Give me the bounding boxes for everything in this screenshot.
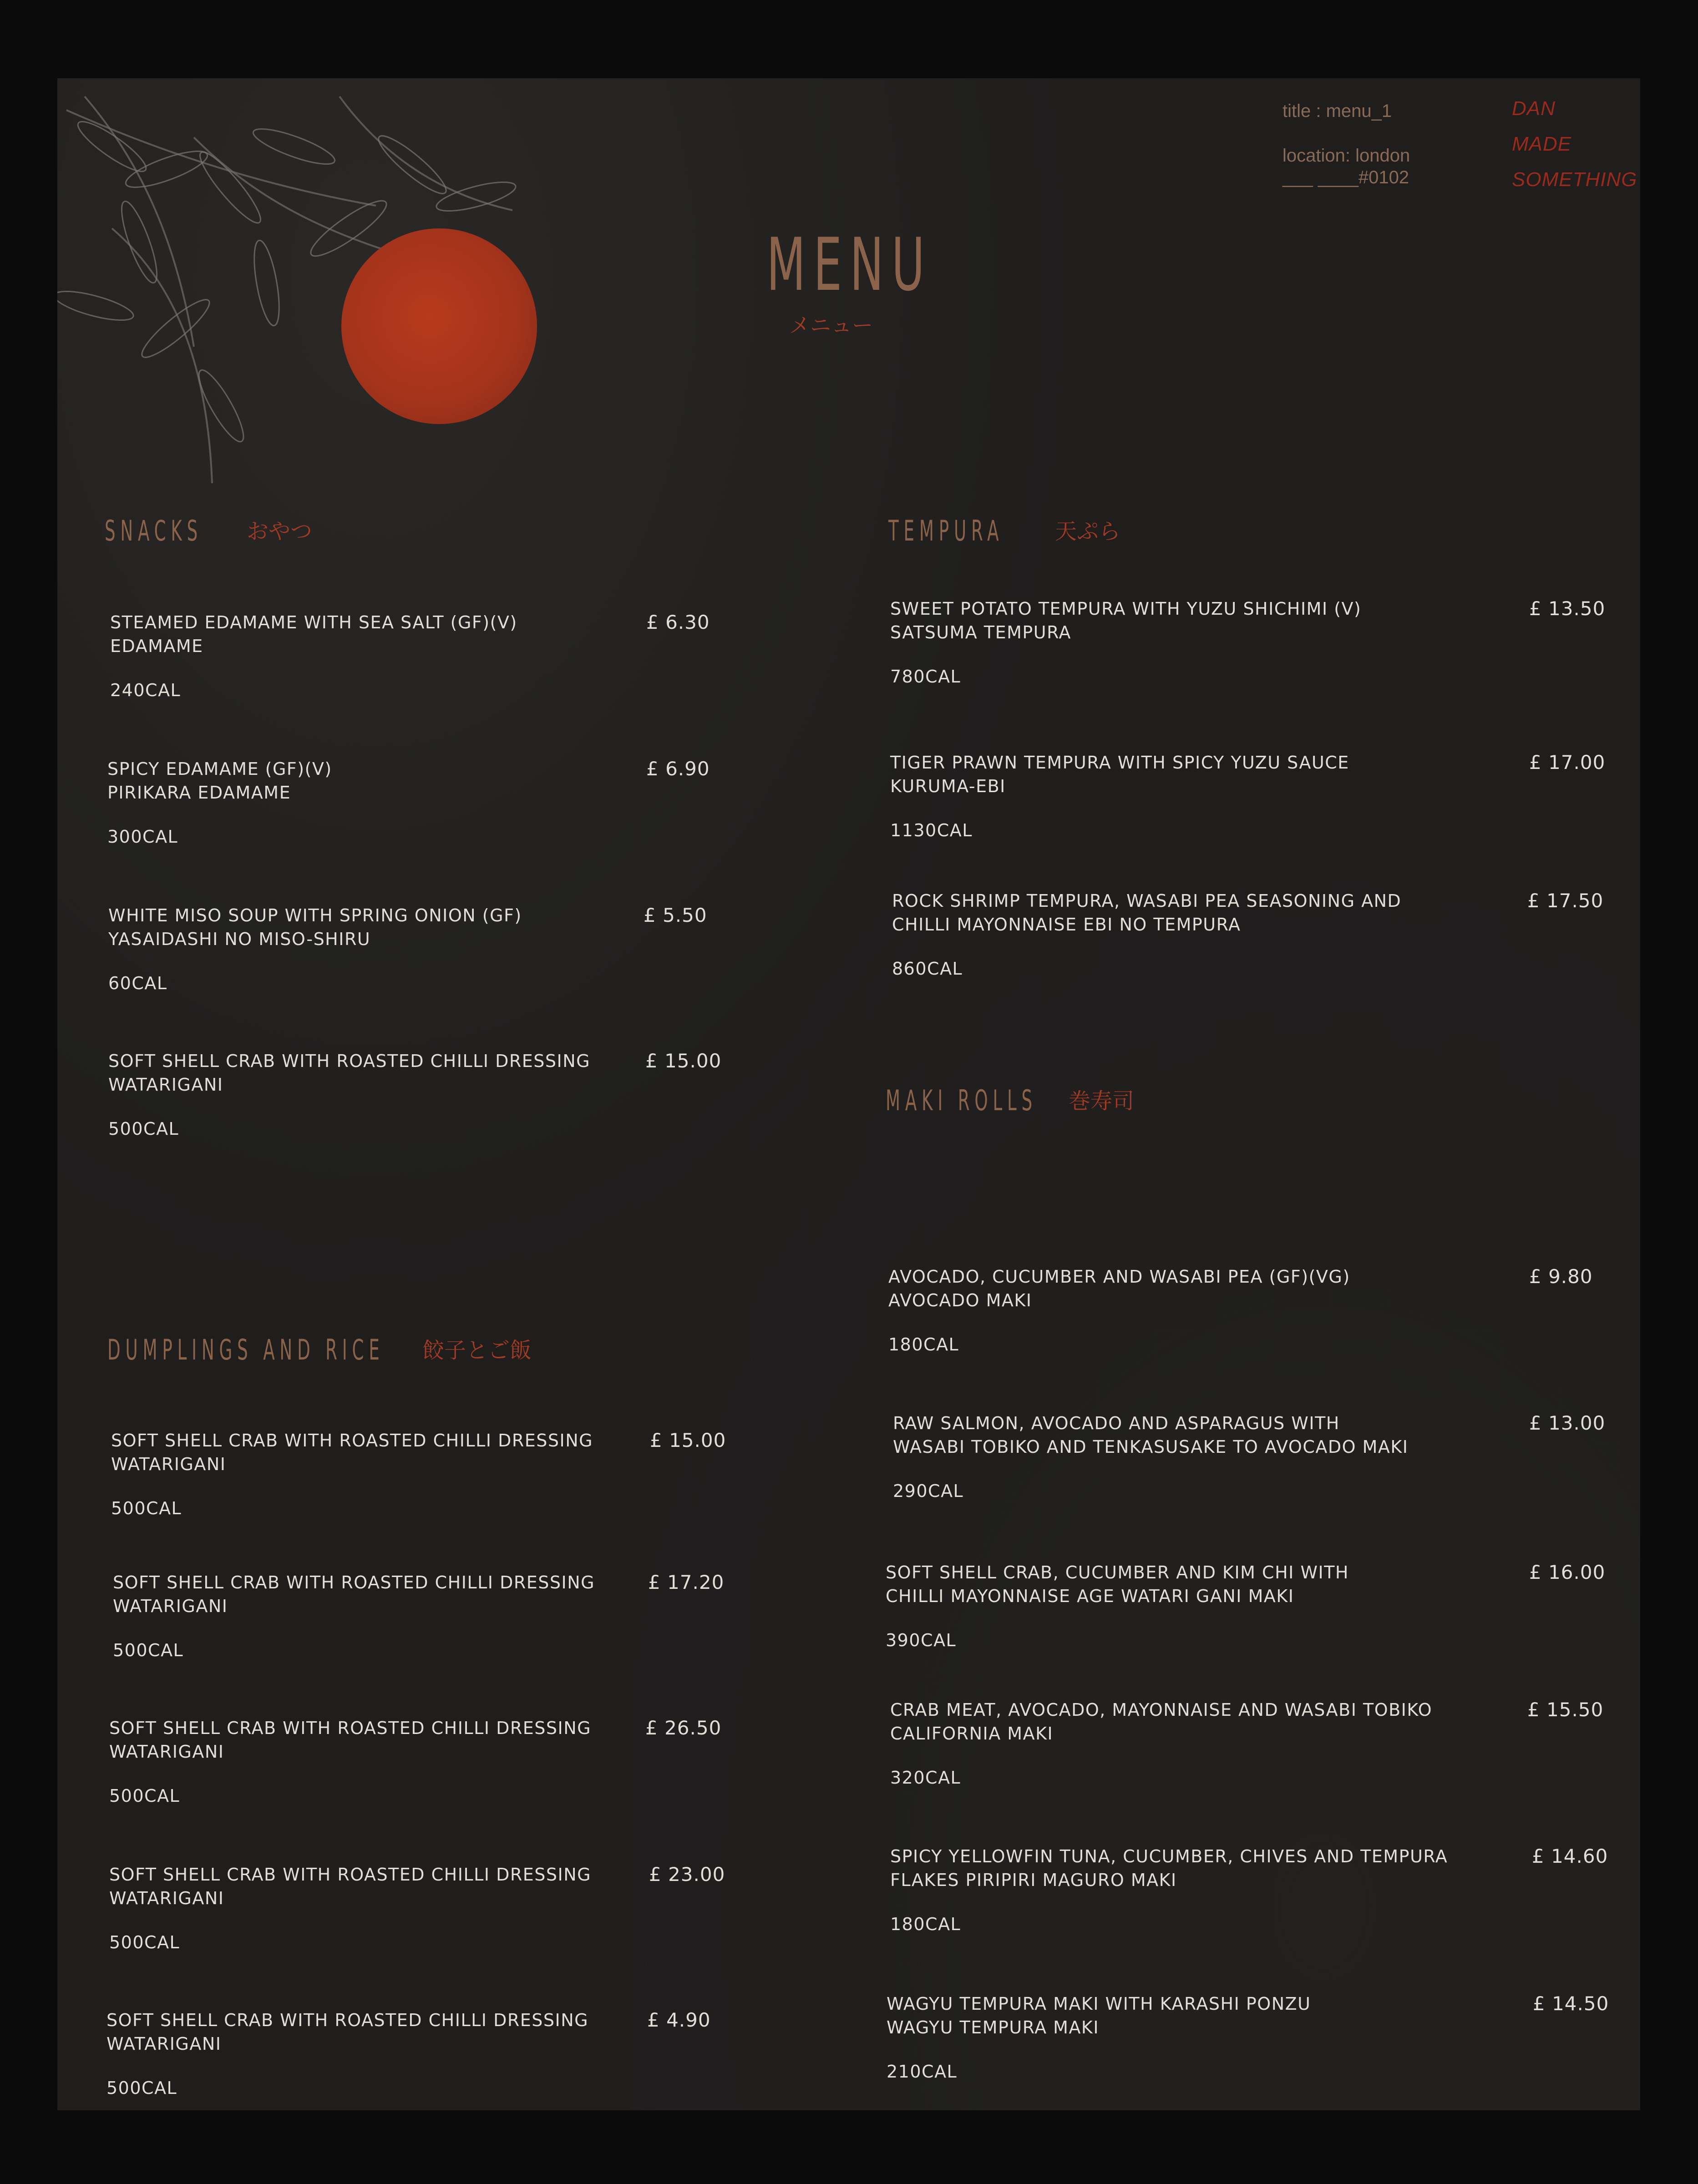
- item-subname: WATARIGANI: [106, 2034, 222, 2054]
- menu-item: [108, 904, 707, 993]
- item-price: £ 23.00: [649, 1863, 725, 1886]
- section-title: DUMPLINGS AND RICE: [107, 1333, 385, 1366]
- item-subname: CHILLI MAYONNAISE AGE WATARI GANI MAKI: [886, 1586, 1294, 1606]
- item-calories: 500CAL: [106, 2078, 177, 2098]
- brand-line-2: MADE: [1512, 133, 1572, 155]
- item-price: £ 4.90: [647, 2009, 711, 2031]
- item-subname: PIRIKARA EDAMAME: [107, 783, 291, 803]
- item-calories: 300CAL: [107, 827, 178, 847]
- menu-item: [106, 2008, 711, 2098]
- section-heading-maki: [886, 1084, 1138, 1117]
- item-subname: SATSUMA TEMPURA: [890, 622, 1071, 642]
- item-calories: 500CAL: [111, 1498, 182, 1518]
- item-price: £ 17.50: [1527, 890, 1604, 912]
- section-title-jp: おやつ: [247, 519, 313, 544]
- item-subname: EDAMAME: [110, 636, 203, 656]
- item-calories: 320CAL: [890, 1768, 961, 1788]
- item-name: TIGER PRAWN TEMPURA WITH SPICY YUZU SAUCE: [890, 753, 1349, 773]
- menu-item: [886, 1561, 1606, 1650]
- section-title: SNACKS: [105, 514, 203, 547]
- item-calories: 500CAL: [113, 1640, 184, 1660]
- section-heading-snacks: [105, 514, 313, 547]
- item-calories: 780CAL: [890, 667, 961, 687]
- section-title-jp: 餃子とご飯: [422, 1338, 532, 1363]
- item-name: SOFT SHELL CRAB WITH ROASTED CHILLI DRESSING: [106, 2010, 589, 2030]
- menu-item: [110, 611, 710, 700]
- item-price: £ 13.00: [1529, 1412, 1606, 1434]
- item-price: £ 5.50: [644, 904, 707, 926]
- item-subname: WATARIGANI: [108, 1075, 223, 1095]
- item-price: £ 16.00: [1529, 1561, 1606, 1583]
- item-price: £ 9.80: [1529, 1265, 1593, 1288]
- menu-title-meta: title : menu_1: [1282, 101, 1392, 121]
- item-subname: YASAIDASHI NO MISO-SHIRU: [108, 929, 371, 949]
- menu-item: [893, 1411, 1606, 1501]
- item-calories: 60CAL: [108, 973, 167, 993]
- menu-item: [890, 1698, 1604, 1788]
- item-name: SOFT SHELL CRAB, CUCUMBER AND KIM CHI WITH: [886, 1562, 1349, 1582]
- section-heading-dumplings: [107, 1333, 569, 1366]
- item-name: RAW SALMON, AVOCADO AND ASPARAGUS WITH: [893, 1413, 1340, 1433]
- item-price: £ 17.00: [1529, 751, 1606, 774]
- item-subname: FLAKES PIRIPIRI MAGURO MAKI: [890, 1870, 1177, 1890]
- item-name: SPICY YELLOWFIN TUNA, CUCUMBER, CHIVES AND TEMPURA: [890, 1846, 1448, 1866]
- item-price: £ 15.00: [645, 1050, 722, 1072]
- item-calories: 390CAL: [886, 1630, 957, 1650]
- code-meta: ___ ____#0102: [1282, 167, 1409, 187]
- item-name: SOFT SHELL CRAB WITH ROASTED CHILLI DRESSING: [108, 1051, 591, 1071]
- item-subname: WAGYU TEMPURA MAKI: [887, 2017, 1100, 2037]
- item-calories: 860CAL: [892, 959, 963, 979]
- item-calories: 500CAL: [109, 1932, 180, 1952]
- menu-item: [890, 597, 1606, 687]
- menu-item: [111, 1429, 726, 1518]
- item-price: £ 14.60: [1532, 1845, 1608, 1867]
- item-subname: WASABI TOBIKO AND TENKASUSAKE TO AVOCADO MAKI: [893, 1437, 1409, 1457]
- menu-item: [109, 1863, 725, 1952]
- section-title: MAKI ROLLS: [886, 1084, 1037, 1117]
- section-title: TEMPURA: [888, 514, 1004, 547]
- item-price: £ 6.90: [646, 758, 710, 780]
- item-calories: 240CAL: [110, 680, 181, 700]
- page-title: MENU: [766, 222, 933, 307]
- item-calories: 500CAL: [109, 1786, 180, 1806]
- item-subname: CHILLI MAYONNAISE EBI NO TEMPURA: [892, 915, 1241, 935]
- item-subname: WATARIGANI: [111, 1454, 226, 1474]
- item-subname: AVOCADO MAKI: [888, 1290, 1032, 1310]
- menu-item: [107, 757, 710, 847]
- section-title-jp: 天ぷら: [1055, 519, 1121, 544]
- brand-logo: [1512, 91, 1637, 197]
- brand-line-3: SOMETHING: [1512, 168, 1637, 191]
- item-price: £ 15.50: [1527, 1699, 1604, 1721]
- item-name: SWEET POTATO TEMPURA WITH YUZU SHICHIMI (V): [890, 599, 1362, 619]
- item-price: £ 14.50: [1533, 1992, 1609, 2015]
- item-calories: 290CAL: [893, 1481, 964, 1501]
- location-meta: location: london: [1282, 146, 1410, 166]
- item-price: £ 15.00: [650, 1429, 726, 1451]
- section-title-jp: 巻寿司: [1069, 1088, 1135, 1114]
- menu-page: [57, 78, 1640, 2110]
- item-calories: 1130CAL: [890, 820, 973, 840]
- menu-item: [890, 1845, 1608, 1934]
- page-title-jp: メニュー: [789, 313, 873, 338]
- item-subname: KURUMA-EBI: [890, 776, 1006, 796]
- item-price: £ 13.50: [1529, 597, 1606, 620]
- item-price: £ 17.20: [648, 1571, 725, 1593]
- item-subname: CALIFORNIA MAKI: [890, 1724, 1054, 1744]
- red-sun-illustration: [341, 228, 537, 424]
- item-name: AVOCADO, CUCUMBER AND WASABI PEA (GF)(VG): [888, 1267, 1350, 1287]
- menu-item: [888, 1265, 1593, 1355]
- item-subname: WATARIGANI: [109, 1888, 224, 1908]
- item-name: WAGYU TEMPURA MAKI WITH KARASHI PONZU: [887, 1994, 1311, 2014]
- menu-item: [890, 751, 1606, 840]
- menu-item: [892, 889, 1604, 979]
- item-name: SOFT SHELL CRAB WITH ROASTED CHILLI DRESSING: [109, 1718, 592, 1738]
- item-calories: 180CAL: [888, 1335, 959, 1355]
- section-heading-tempura: [888, 514, 1121, 547]
- menu-item: [109, 1716, 722, 1806]
- item-name: SOFT SHELL CRAB WITH ROASTED CHILLI DRESSING: [113, 1572, 595, 1592]
- item-subname: WATARIGANI: [109, 1742, 224, 1762]
- menu-item: [887, 1992, 1609, 2082]
- menu-item: [113, 1571, 725, 1660]
- item-subname: WATARIGANI: [113, 1596, 228, 1616]
- brand-line-1: DAN: [1512, 97, 1556, 120]
- item-name: STEAMED EDAMAME WITH SEA SALT (GF)(V): [110, 612, 517, 632]
- item-name: ROCK SHRIMP TEMPURA, WASABI PEA SEASONING AND: [892, 891, 1402, 911]
- item-price: £ 26.50: [645, 1717, 722, 1739]
- item-calories: 180CAL: [890, 1914, 961, 1934]
- item-price: £ 6.30: [646, 611, 710, 633]
- item-calories: 500CAL: [108, 1119, 179, 1139]
- item-name: WHITE MISO SOUP WITH SPRING ONION (GF): [108, 905, 522, 925]
- item-name: SPICY EDAMAME (GF)(V): [107, 759, 332, 779]
- item-name: SOFT SHELL CRAB WITH ROASTED CHILLI DRESSING: [111, 1431, 593, 1451]
- item-name: CRAB MEAT, AVOCADO, MAYONNAISE AND WASABI TOBIKO: [890, 1700, 1433, 1720]
- menu-item: [108, 1049, 722, 1139]
- item-name: SOFT SHELL CRAB WITH ROASTED CHILLI DRESSING: [109, 1865, 592, 1885]
- item-calories: 210CAL: [887, 2062, 958, 2082]
